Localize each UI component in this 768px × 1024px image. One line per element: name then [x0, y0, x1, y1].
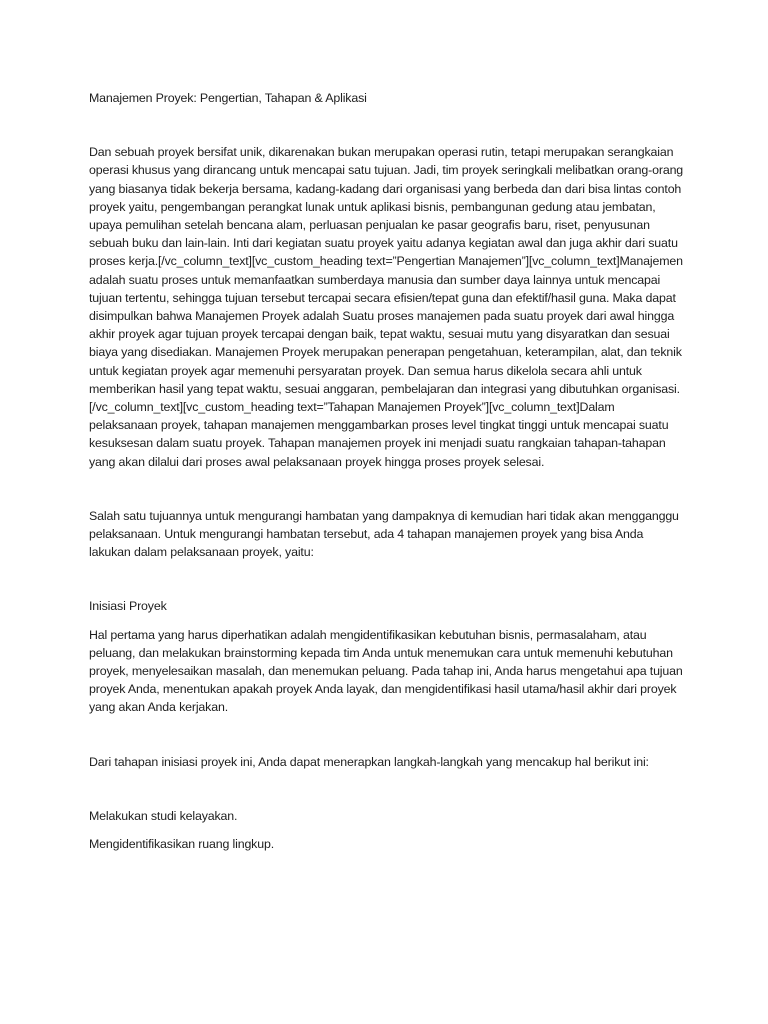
section-heading-inisiasi: Inisiasi Proyek	[89, 599, 167, 614]
document-title: Manajemen Proyek: Pengertian, Tahapan & Aplikasi	[89, 91, 367, 105]
document-page	[89, 89, 685, 853]
intro-paragraph: Dan sebuah proyek bersifat unik, dikarenakan bukan merupakan operasi rutin, tetapi merupakan serangkaian operasi khusus yang dirancang untuk mencapai satu tujuan. Jadi, tim proyek seringkali melibatkan orang-orang yang biasanya tidak bekerja bersama, kadang-kadang dari organisasi yang berbeda dan dari bisa lintas contoh proyek yaitu, pengembangan perangkat lunak untuk aplikasi bisnis, pembangunan gedung atau jembatan, upaya pemulihan setelah bencana alam, perluasan penjualan ke pasar geografis baru, riset, penyusunan sebuah buku dan lain-lain. Inti dari kegiatan suatu proyek yaitu adanya kegiatan awal dan juga akhir dari suatu proses kerja.[/vc_column_text][vc_custom_heading text=”Pengertian Manajemen”][vc_column_text]Manajemen adalah suatu proses untuk memanfaatkan sumberdaya manusia dan sumber daya lainnya untuk mencapai tujuan tertentu, sehingga tujuan tersebut tercapai secara efisien/tepat guna dan efektif/hasil guna. Maka dapat disimpulkan bahwa Manajemen Proyek adalah Suatu proses manajemen pada suatu proyek dari awal hingga akhir proyek agar tujuan proyek tercapai dengan baik, tepat waktu, sesuai mutu yang disyaratkan dan sesuai biaya yang disediakan. Manajemen Proyek merupakan penerapan pengetahuan, keterampilan, alat, dan teknik untuk kegiatan proyek agar memenuhi persyaratan proyek. Dan semua harus dikelola secara ahli untuk memberikan hasil yang tepat waktu, sesuai anggaran, pembelajaran dan integrasi yang dibutuhkan organisasi.[/vc_column_text][vc_custom_heading text=”Tahapan Manajemen Proyek”][vc_column_text]Dalam pelaksanaan proyek, tahapan manajemen menggambarkan proses level tingkat tinggi untuk mencapai suatu kesuksesan dalam suatu proyek. Tahapan manajemen proyek ini menjadi suatu rangkaian tahapan-tahapan yang akan dilalui dari proses awal pelaksanaan proyek hingga proses proyek selesai.	[89, 145, 684, 469]
step-item: Mengidentifikasikan ruang lingkup.	[89, 837, 275, 852]
tujuan-paragraph: Salah satu tujuannya untuk mengurangi hambatan yang dampaknya di kemudian hari tidak akan mengganggu pelaksanaan. Untuk mengurangi hambatan tersebut, ada 4 tahapan manajemen proyek yang bisa Anda lakukan dalam pelaksanaan proyek, yaitu:	[89, 508, 679, 560]
langkah-intro-paragraph: Dari tahapan inisiasi proyek ini, Anda dapat menerapkan langkah-langkah yang mencakup hal berikut ini:	[89, 754, 649, 769]
inisiasi-paragraph: Hal pertama yang harus diperhatikan adalah mengidentifikasikan kebutuhan bisnis, permasalaham, atau peluang, dan melakukan brainstorming kepada tim Anda untuk menemukan cara untuk memenuhi kebutuhan proyek, menyelesaikan masalah, dan menemukan peluang. Pada tahap ini, Anda harus mengetahui apa tujuan proyek Anda, menentukan apakah proyek Anda layak, dan mengidentifikasi hasil utama/hasil akhir dari proyek yang akan Anda kerjakan.	[89, 627, 683, 715]
step-item: Melakukan studi kelayakan.	[89, 808, 238, 823]
